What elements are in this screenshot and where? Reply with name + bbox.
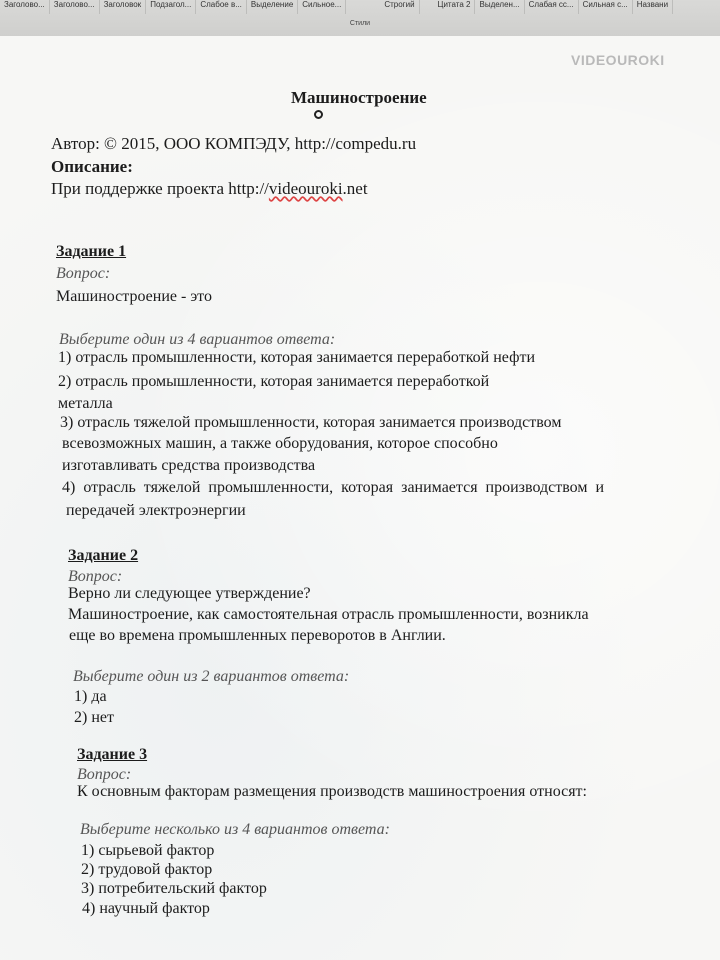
- styles-gallery: [0, 0, 720, 14]
- style-item[interactable]: Строгий: [346, 0, 419, 14]
- answer-option: 4) научный фактор: [82, 900, 210, 917]
- style-item[interactable]: Заголово...: [50, 0, 100, 14]
- question-text: Верно ли следующее утверждение?: [68, 585, 311, 602]
- document-title: Машиностроение: [291, 88, 427, 107]
- style-item[interactable]: Слабая сс...: [525, 0, 579, 14]
- question-label: Вопрос:: [56, 265, 111, 282]
- support-suffix: .net: [342, 179, 368, 198]
- style-item[interactable]: Заголово...: [0, 0, 50, 14]
- question-label: Вопрос:: [68, 568, 123, 585]
- answer-option: 1) отрасль промышленности, которая занимается переработкой нефти: [58, 349, 536, 366]
- question-label: Вопрос:: [77, 766, 132, 783]
- answer-option: 2) нет: [74, 709, 114, 726]
- task-title: Задание 2: [68, 547, 139, 564]
- style-item[interactable]: Цитата 2: [420, 0, 476, 14]
- styles-ribbon: [0, 0, 720, 37]
- answer-instruction: Выберите один из 4 вариантов ответа:: [59, 331, 336, 348]
- support-link[interactable]: videouroki: [268, 179, 343, 198]
- style-item[interactable]: Заголовок: [100, 0, 147, 14]
- answer-option: 2) трудовой фактор: [81, 861, 213, 878]
- answer-option: 1) сырьевой фактор: [81, 842, 215, 859]
- answer-option: 3) отрасль тяжелой промышленности, которая занимается производством: [60, 414, 562, 431]
- answer-option-continued: металла: [58, 395, 113, 412]
- answer-option-continued: всевозможных машин, а также оборудования, которое способно: [62, 435, 498, 452]
- support-prefix: При поддержке проекта http://: [51, 179, 269, 198]
- styles-group-label: Стили: [349, 20, 371, 27]
- answer-instruction: Выберите несколько из 4 вариантов ответа:: [80, 821, 390, 838]
- answer-instruction: Выберите один из 2 вариантов ответа:: [73, 668, 350, 685]
- question-text: Машиностроение, как самостоятельная отрасль промышленности, возникла: [68, 606, 589, 623]
- task-title: Задание 3: [77, 746, 148, 763]
- answer-option: 2) отрасль промышленности, которая занимается переработкой: [58, 373, 490, 390]
- answer-option-continued: изготавливать средства производства: [62, 457, 316, 474]
- question-text: еще во времена промышленных переворотов в Англии.: [69, 627, 446, 644]
- style-item[interactable]: Выделен...: [475, 0, 524, 14]
- support-line: [51, 179, 368, 199]
- style-item[interactable]: Сильное...: [298, 0, 346, 14]
- style-item[interactable]: Подзагол...: [146, 0, 196, 14]
- style-item[interactable]: Выделение: [247, 0, 298, 14]
- question-text: К основным факторам размещения производств машиностроения относят:: [77, 783, 587, 800]
- task-title: Задание 1: [56, 243, 127, 260]
- style-item[interactable]: Названи: [633, 0, 673, 14]
- answer-option-continued: передачей электроэнергии: [66, 502, 246, 519]
- author-line: Автор: © 2015, ООО КОМПЭДУ, http://compedu.ru: [51, 134, 417, 153]
- answer-option: 1) да: [74, 688, 107, 705]
- cursor-circle-icon: [314, 110, 323, 119]
- answer-option: 3) потребительский фактор: [81, 880, 267, 897]
- question-text: Машиностроение - это: [56, 288, 212, 305]
- answer-option: 4) отрасль тяжелой промышленности, которая занимается производством и: [62, 479, 605, 496]
- style-item[interactable]: Сильная с...: [579, 0, 633, 14]
- style-item[interactable]: Слабое в...: [196, 0, 247, 14]
- description-label: Описание:: [51, 157, 133, 176]
- videouroki-logo: VIDEOUROKI: [571, 52, 665, 68]
